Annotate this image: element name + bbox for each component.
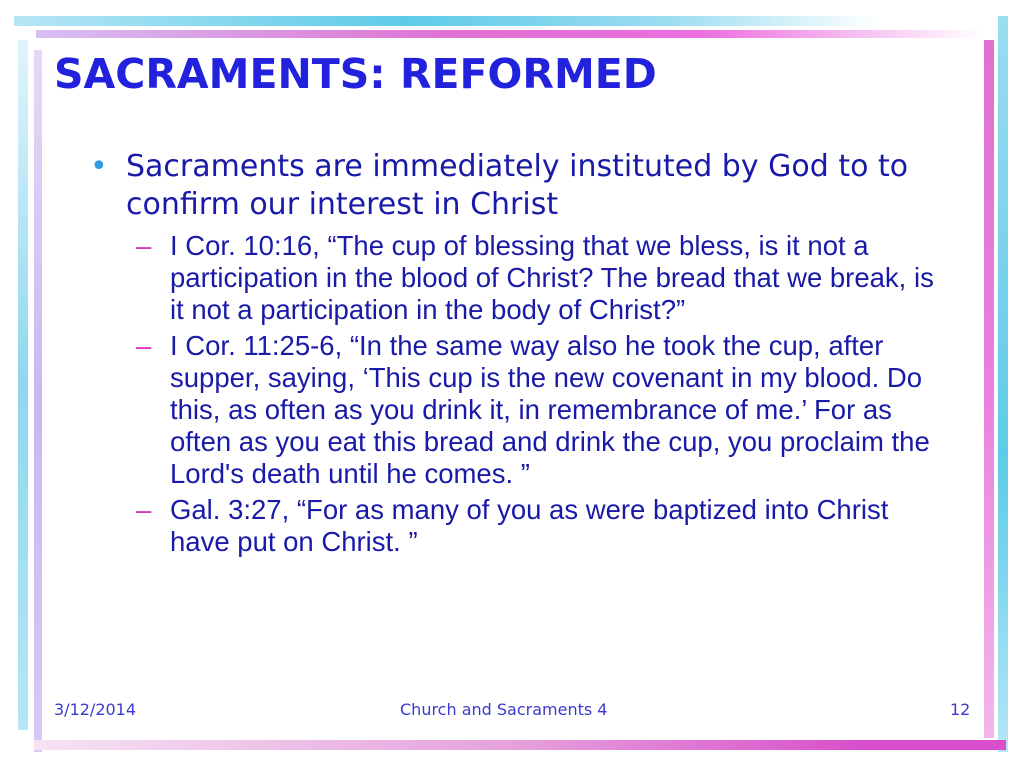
subpoint [136,330,950,490]
frame-left-cyan-bar [18,40,28,730]
footer-date: 3/12/2014 [54,700,137,719]
footer-title: Church and Sacraments 4 [400,700,608,719]
main-bullet [90,148,950,224]
slide-title: SACRAMENTS: REFORMED [54,50,657,98]
subpoint-list [136,230,950,558]
dash-icon: – [136,330,152,361]
subpoint-text: I Cor. 11:25-6, “In the same way also he took the cup, after supper, saying, ‘This cup is the new covenant in my blood. Do this, as often as you drink it, in remembrance of me.’ For as often as you eat this bread and drink the cup, you proclaim the Lord's death until he comes. ” [170,330,930,489]
main-bullet-text: Sacraments are immediately instituted by God to to confirm our interest in Christ [126,149,909,222]
frame-right-cyan-bar [998,16,1008,752]
frame-top-cyan-bar [14,16,880,26]
subpoint [136,494,950,558]
frame-top-pink-bar [36,30,984,38]
bullet-dot-icon: • [90,149,108,184]
dash-icon: – [136,494,152,525]
page-number: 12 [950,700,971,719]
dash-icon: – [136,230,152,261]
subpoint-text: Gal. 3:27, “For as many of you as were baptized into Christ have put on Christ. ” [170,494,889,557]
frame-right-pink-bar [984,40,994,738]
subpoint [136,230,950,326]
slide-body [90,148,950,562]
subpoint-text: I Cor. 10:16, “The cup of blessing that we bless, is it not a participation in the blood of Christ? The bread that we break, is it not a participation in the body of Christ?” [170,230,934,325]
frame-bottom-pink-bar [34,740,1006,750]
frame-left-pink-bar [34,50,42,752]
